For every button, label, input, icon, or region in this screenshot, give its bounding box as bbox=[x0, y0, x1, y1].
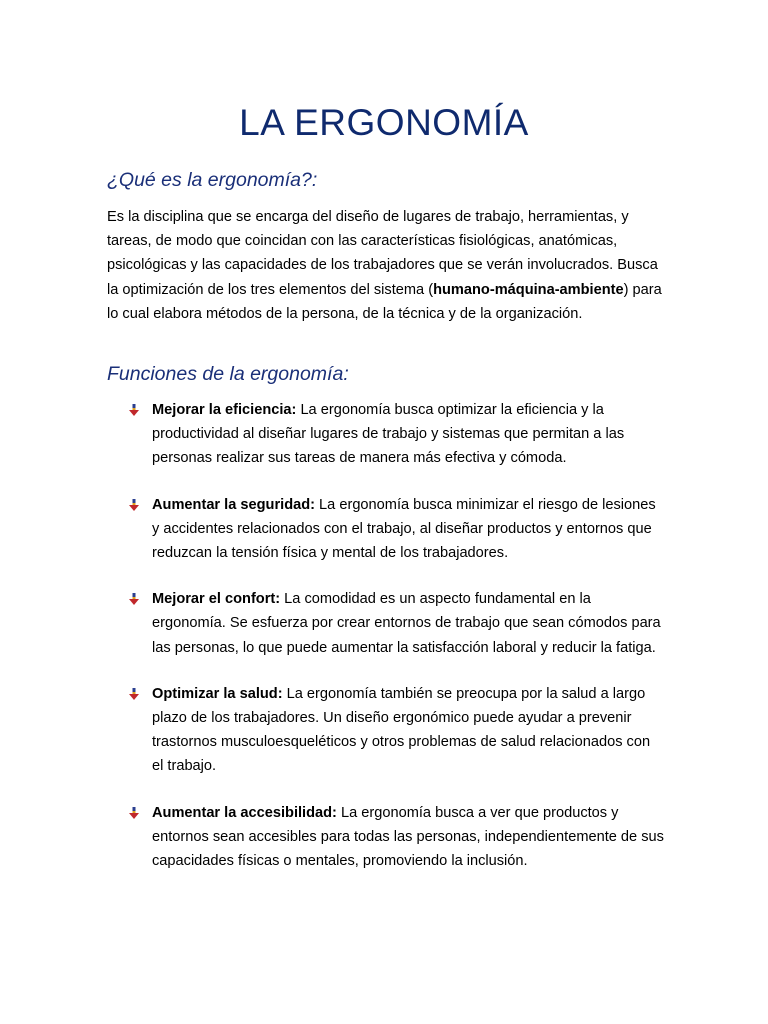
function-description: La ergonomía busca a ver que productos y entornos sean accesibles para todas las personas, independientemente de sus capacidades físicas o mentales, promoviendo la inclusión. bbox=[152, 804, 664, 870]
down-arrow-bullet-icon bbox=[129, 499, 139, 511]
down-arrow-bullet-icon bbox=[129, 807, 139, 819]
section-heading-functions: Funciones de la ergonomía: bbox=[107, 363, 349, 385]
functions-list bbox=[125, 398, 665, 873]
function-title: Mejorar el confort: bbox=[152, 591, 281, 608]
function-description: La ergonomía busca minimizar el riesgo de lesiones y accidentes relacionados con el trabajo, al diseñar productos y entornos que reduzcan la tensión física y mental de los trabajadores. bbox=[152, 496, 656, 562]
function-title: Mejorar la eficiencia: bbox=[152, 402, 297, 418]
intro-text-end: ) para lo cual elabora métodos de la persona, de la técnica y de la organización. bbox=[107, 281, 662, 322]
down-arrow-bullet-icon bbox=[129, 593, 139, 605]
function-title: Aumentar la seguridad: bbox=[152, 496, 315, 513]
list-item bbox=[125, 587, 665, 660]
list-item bbox=[125, 682, 665, 779]
list-item bbox=[125, 398, 665, 471]
down-arrow-bullet-icon bbox=[129, 404, 139, 416]
function-title: Aumentar la accesibilidad: bbox=[152, 804, 337, 821]
section-heading-what-is: ¿Qué es la ergonomía?: bbox=[107, 169, 318, 191]
function-description: La comodidad es un aspecto fundamental en la ergonomía. Se esfuerza por crear entornos de trabajo que sean cómodos para las personas, lo que puede aumentar la satisfacción laboral y reducir la fatiga. bbox=[152, 591, 661, 656]
intro-paragraph bbox=[107, 205, 667, 326]
down-arrow-bullet-icon bbox=[129, 688, 139, 700]
function-description: La ergonomía también se preocupa por la salud a largo plazo de los trabajadores. Un diseño ergonómico puede ayudar a prevenir trastornos musculoesqueléticos y otros problemas de salud relacionados con el trabajo. bbox=[152, 685, 651, 775]
document-title: LA ERGONOMÍA bbox=[239, 102, 529, 143]
intro-bold-term: humano-máquina-ambiente bbox=[433, 281, 624, 298]
intro-text-start: Es la disciplina que se encarga del diseño de lugares de trabajo, herramientas, y tareas, de modo que coincidan con las características fisiológicas, anatómicas, psicológicas y las capacidades de los trabajadores que se verán involucrados. Busca la optimización de los tres elementos del sistema ( bbox=[107, 209, 658, 298]
list-item bbox=[125, 801, 665, 874]
function-description: La ergonomía busca optimizar la eficiencia y la productividad al diseñar lugares de trabajo y sistemas que permitan a las personas realizar sus tareas de manera más efectiva y cómoda. bbox=[152, 402, 625, 467]
function-title: Optimizar la salud: bbox=[152, 685, 283, 702]
list-item bbox=[125, 493, 665, 566]
